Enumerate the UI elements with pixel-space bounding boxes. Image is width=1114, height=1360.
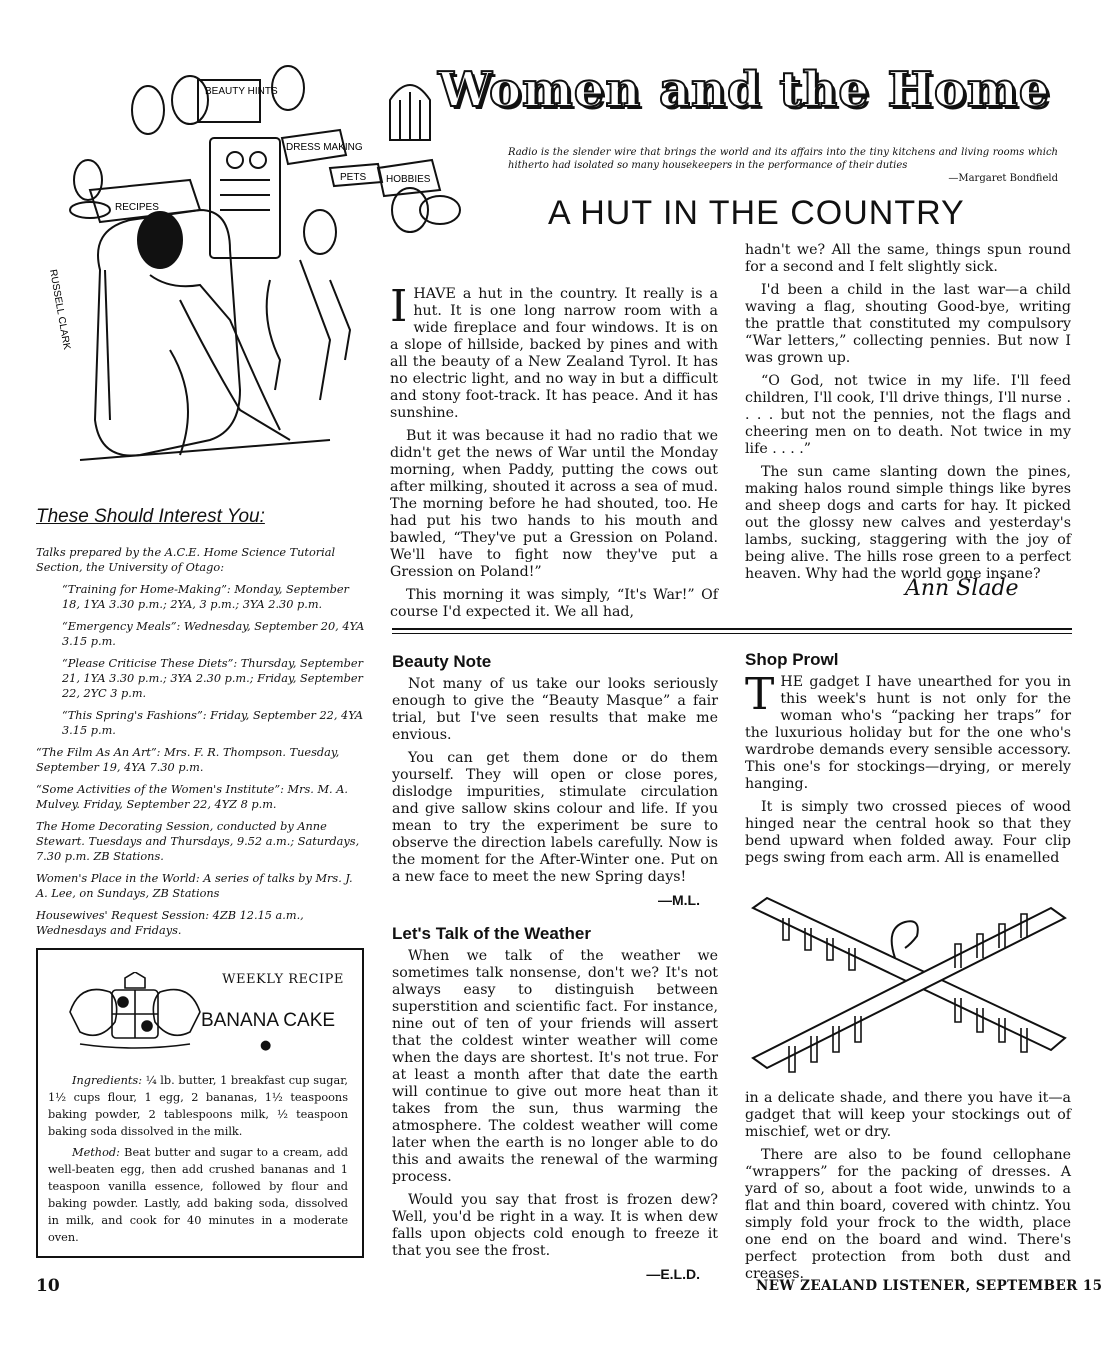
recipe-label: WEEKLY RECIPE [222,972,344,987]
recipe-ingredients [48,1072,348,1140]
coat-of-arms-icon [60,972,210,1052]
talk-item: “Training for Home-Making”: Monday, September 18, 1YA 3.30 p.m.; 2YA, 3 p.m.; 3YA 2.30 p.m. [62,583,349,611]
weekly-recipe-box [36,948,364,1258]
recipes-sign [90,180,200,222]
dryer-hook [892,921,918,958]
weather-paragraph: When we talk of the weather we sometimes talk nonsense, don't we? It's not always easy to distinguish between superstition and scientific fact. For instance, nine out of ten of your friends will assert that the coldest winter weather will come when the days are shortest. It's not true. For at least a month after that date the earth will continue to give out more heat than it takes from the sun, thus warming the atmosphere. The coldest weather will come later when the earth is no longer able to do this and awaits the renewal of the warming process. [392,948,718,1185]
beauty-signature: —M.L. [658,892,700,908]
shop-paragraph: THE gadget I have unearthed for you in this week's hunt is not only for the woman who's “packing her traps” for the luxurious holiday but for the one who's wardrobe demands every sensible accessory. This one's for stockings—drying, or merely hanging. [745,669,1071,792]
weather-paragraph: Would you say that frost is frozen dew? Well, you'd be right in a way. It is when dew falls upon objects cold enough to freeze it that you see the frost. [392,1192,718,1259]
shop-prowl-body [745,669,1071,873]
interest-item: “Some Activities of the Women's Institute”: Mrs. M. A. Mulvey. Friday, September 22, 4YZ 8 p.m. [36,783,348,811]
ingredients-text: ¼ lb. butter, 1 breakfast cup sugar, 1½ cups flour, 1 egg, 2 bananas, 1½ teaspoons baking powder, 2 tablespoons milk, ½ teaspoon baking soda dissolved in the milk. [48,1074,349,1138]
beauty-paragraph: Not many of us take our looks seriously enough to give the “Beauty Masque” a fair trial, but I've seen results that make me envious. [392,676,718,743]
sign-dress-making-label: DRESS MAKING [286,142,363,153]
method-text: Beat butter and sugar to a cream, add well-beaten egg, then add crushed bananas and 1 teaspoon vanilla essence, followed by flour and baking powder. Lastly, add baking soda, dissolved in milk, and cook for 40 minutes in a moderate oven. [48,1146,348,1244]
article-title: A HUT IN THE COUNTRY [548,194,965,232]
talk-item: “Please Criticise These Diets”: Thursday, September 21, 1YA 3.30 p.m.; 3YA 2.30 p.m.; Friday, September 22, 2YC 3 p.m. [62,657,363,700]
epigraph-text: Radio is the slender wire that brings the world and its affairs into the tiny kitchens and living rooms which hitherto had isolated so many housekeepers in the performance of their duties [508,147,1058,171]
shop-paragraph: There are also to be found cellophane “wrappers” for the packing of dresses. A yard of so, about a foot wide, unwinds to a flat and thin board, covered with chintz. You simply fold your frock to the width, place one end on the board and wind. There's perfect protection from both dust and creases. [745,1147,1071,1282]
interest-intro: Talks prepared by the A.C.E. Home Science Tutorial Section, the University of Otago: [36,546,336,574]
section-divider-thin [392,633,1072,634]
shop-prowl-title: Shop Prowl [745,650,839,669]
interest-item: Housewives' Request Session: 4ZB 12.15 a.m., Wednesdays and Fridays. [36,909,304,937]
sign-beauty-hints-label: BEAUTY HINTS [205,86,278,97]
article-paragraph: This morning it was simply, “It's War!” Of course I'd expected it. We all had, [390,587,718,620]
article-paragraph: “O God, not twice in my life. I'll feed children, I'll cook, I'll drive things, I'll nurse . . . . but not the pennies, not the flags and cheering men on to death. Not twice in my life . . . .” [745,373,1071,457]
shop-paragraph: It is simply two crossed pieces of wood hinged near the central hook so that they bend upward when folded away. Four clip pegs swing from each arm. All is enamelled [745,799,1071,866]
weather-signature: —E.L.D. [646,1266,700,1282]
method-label: Method: [72,1146,120,1159]
weather-title: Let's Talk of the Weather [392,924,591,943]
article-paragraph: IHAVE a hut in the country. It really is a hut. It is one long narrow room with a wide fireplace and four windows. It is on a slope of hillside, backed by pines and with all the beauty of a New Zealand Tyrol. It has no electric light, and no way in but a difficult and stony foot-track. It has peace. And it has sunshine. [390,281,718,421]
shop-prowl-body-2 [745,1090,1071,1289]
interest-heading: These Should Interest You: [36,506,265,527]
epigraph [508,146,1058,185]
article-paragraph: But it was because it had no radio that we didn't get the news of War until the Monday morning, when Paddy, putting the cows out after milking, shouted it across a sea of mud. The morning before he had shouted, too. He had put his two hands to his mouth and bawled, “They've put a Gression on Poland. We'll have to fight now they've put a Gression on Poland!” [390,428,718,580]
page-masthead: Women and the Home [438,62,1051,118]
weather-body [392,948,718,1283]
footer-masthead: NEW ZEALAND LISTENER, SEPTEMBER 15 [756,1278,1103,1294]
interest-item: Women's Place in the World: A series of talks by Mrs. J. A. Lee, on Sundays, ZB Stations [36,872,353,900]
shop-dropcap: T [745,669,775,720]
recipe-bullet: ● [260,1038,272,1053]
radio-set [210,138,280,258]
article-column-2 [745,242,1071,589]
beauty-note-title: Beauty Note [392,652,492,671]
article-paragraph: The sun came slanting down the pines, making halos round simple things like byres and sheep dogs and carts for hay. It picked out the glossy new calves and yesterday's lambs, sucking, staggering with the joy of being alive. The hills rose green to a perfect heaven. Why had the world gone insane? [745,464,1071,582]
article-column-1 [390,281,718,627]
talk-item: “This Spring's Fashions”: Friday, September 22, 4YA 3.15 p.m. [62,709,363,737]
sign-pets-label: PETS [340,172,367,183]
interest-list [36,545,366,945]
sign-hobbies-label: HOBBIES [386,174,431,185]
article-paragraph: I'd been a child in the last war—a child waving a flag, shouting Good-bye, writing the prattle that constituted my compulsory “War letters,” collecting pennies. But now I was grown up. [745,282,1071,366]
beauty-note-body [392,676,718,909]
interest-item: The Home Decorating Session, conducted by Anne Stewart. Tuesdays and Thursdays, 9.52 a.m.; Saturdays, 7.30 p.m. ZB Stations. [36,820,360,863]
article-paragraph: hadn't we? All the same, things spun round for a second and I felt slightly sick. [745,242,1071,275]
stocking-dryer-drawing [745,888,1071,1088]
author-signature: Ann Slade [905,576,1019,601]
talk-item: “Emergency Meals”: Wednesday, September 20, 4YA 3.15 p.m. [62,620,365,648]
epigraph-attribution: —Margaret Bondfield [948,173,1058,184]
ingredients-label: Ingredients: [72,1074,143,1087]
shop-paragraph: in a delicate shade, and there you have it—a gadget that will keep your stockings out of mischief, wet or dry. [745,1090,1071,1140]
article-dropcap: I [390,281,408,332]
recipe-title: BANANA CAKE [200,1010,336,1031]
interest-item: “The Film As An Art”: Mrs. F. R. Thompson. Tuesday, September 19, 4YA 7.30 p.m. [36,746,340,774]
page-number: 10 [36,1276,60,1296]
sign-recipes-label: RECIPES [115,202,159,213]
beauty-paragraph: You can get them done or do them yourself. They will open or close pores, dislodge impurities, stimulate circulation and give sallow skins colour and life. If you mean to try the experiment be sure to observe the direction labels carefully. Now is the moment for the After-Winter one. Put on a new face to meet the new Spring days! [392,750,718,885]
artist-signature: RUSSELL CLARK [47,268,73,351]
section-divider [392,628,1072,630]
dryer-arm [753,908,1065,1068]
recipe-method [48,1144,348,1246]
